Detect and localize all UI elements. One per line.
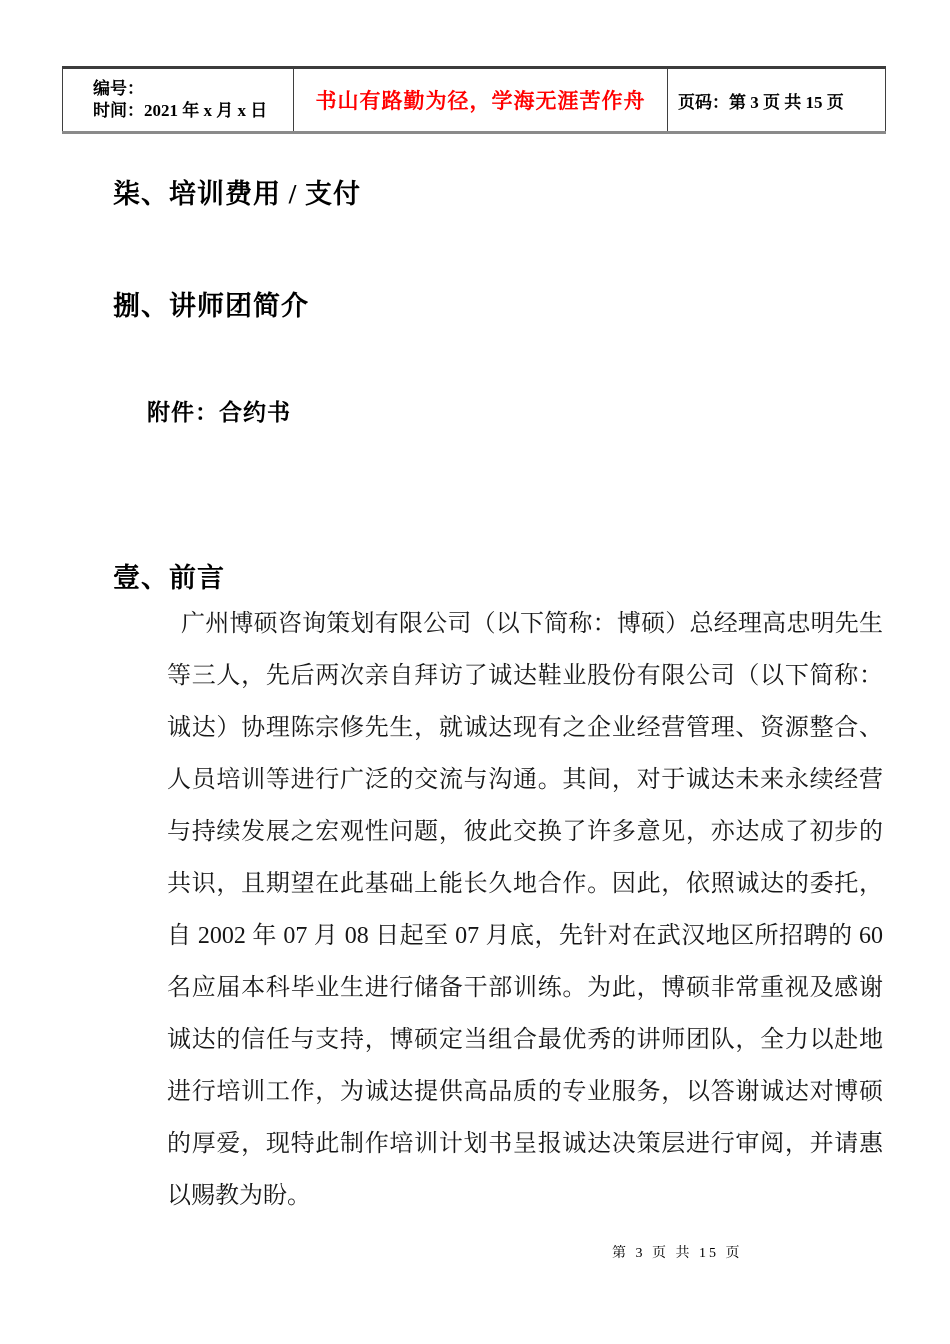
footer-page-number: 第 3 页 共 15 页: [612, 1246, 743, 1261]
heading-section-one: 壹、前言: [113, 563, 225, 593]
preface-paragraph: 广州博硕咨询策划有限公司（以下简称：博硕）总经理高忠明先生等三人，先后两次亲自拜访了诚达鞋业股份有限公司（以下简称：诚达）协理陈宗修先生，就诚达现有之企业经营管理、资源整合、人员培训等进行广泛的交流与沟通。其间，对于诚达未来永续经营与持续发展之宏观性问题，彼此交换了许多意见，亦达成了初步的共识，且期望在此基础上能长久地合作。因此，依照诚达的委托，自 2002 年 07 月 08 日起至 07 月底，先针对在武汉地区所招聘的 60 名应届本科毕业生进行储备干部训练。为此，博硕非常重视及感谢诚达的信任与支持，博硕定当组合最优秀的讲师团队，全力以赴地进行培训工作，为诚达提供高品质的专业服务，以答谢诚达对博硕的厚爱，现特此制作培训计划书呈报诚达决策层进行审阅，并请惠以赐教为盼。: [167, 611, 883, 1209]
page-header-table: [62, 66, 886, 134]
header-motto-cell: [294, 68, 668, 133]
header-meta-cell: [63, 68, 294, 133]
doc-number-label: 编号：: [93, 79, 144, 98]
heading-attachment: 附件：合约书: [147, 400, 291, 425]
header-page-cell: [668, 68, 886, 133]
doc-date-label: 时间：2021 年 x 月 x 日: [93, 101, 268, 120]
header-page-info: 页码：第 3 页 共 15 页: [678, 92, 844, 112]
heading-section-seven: 柒、培训费用 / 支付: [113, 179, 362, 209]
heading-section-eight: 捌、讲师团简介: [113, 291, 309, 321]
header-row: [63, 68, 886, 133]
header-motto: 书山有路勤为径，学海无涯苦作舟: [315, 90, 646, 113]
